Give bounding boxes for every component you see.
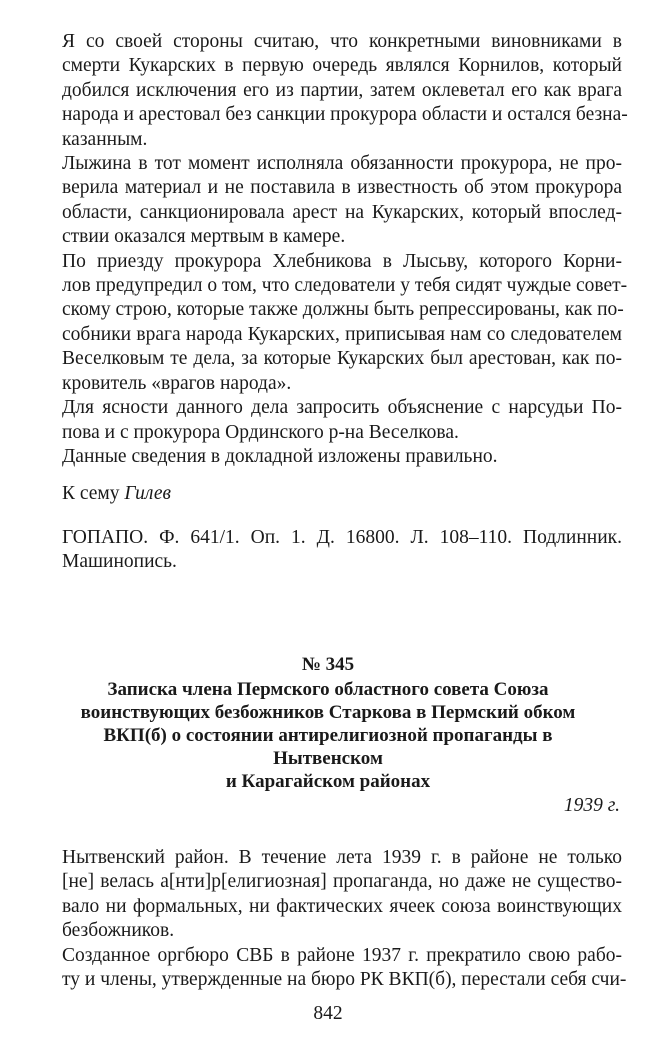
text-line: Нытвенский район. В течение лета 1939 г. в районе не только [62, 847, 622, 868]
text-line: ту и члены, утвержденные на бюро РК ВКП(б), перестали себя счи- [62, 969, 627, 991]
document-title-line: ВКП(б) о состоянии антирелигиозной пропаганды в Нытвенском [103, 725, 553, 769]
document-title-line: Записка члена Пермского областного совета Союза [107, 679, 549, 700]
paragraph [62, 152, 622, 250]
text-line: области, санкционировала арест на Кукарских, который впослед- [62, 201, 622, 223]
paragraph [62, 944, 627, 993]
page-number: 842 [313, 1003, 343, 1024]
paragraph [62, 445, 622, 469]
signature-line [62, 483, 171, 505]
paragraph [62, 846, 622, 944]
archive-reference [62, 526, 622, 575]
text-line: Я со своей стороны считаю, что конкретными виновниками в [62, 31, 622, 52]
text-line: Лыжина в тот момент исполняла обязанности прокурора, не про- [62, 153, 622, 175]
paragraph [62, 30, 628, 152]
paragraph [62, 396, 622, 445]
text-line: народа и арестовал без санкции прокурора области и остался безна- [62, 104, 628, 126]
top-text-block [62, 30, 628, 469]
document-date: 1939 г. [563, 795, 620, 816]
text-line: вало ни формальных, ни фактических ячеек союза воинствующих [62, 895, 622, 917]
text-line: кровитель «врагов народа». [62, 372, 292, 394]
archive-line: ГОПАПО. Ф. 641/1. Оп. 1. Д. 16800. Л. 108–110. Подлинник. [62, 527, 622, 548]
signature-prefix: К сему [62, 483, 120, 504]
archive-line: Машинопись. [62, 551, 177, 573]
text-line: собники врага народа Кукарских, приписывая нам со следователем [62, 323, 622, 345]
signature-name: Гилев [124, 483, 171, 504]
text-line: безбожников. [62, 920, 175, 942]
text-line: По приезду прокурора Хлебникова в Лысьву, которого Корни- [62, 250, 622, 272]
text-line: пова и с прокурора Ординского р-на Веселкова. [62, 421, 459, 443]
text-line: ствии оказался мертвым в камере. [62, 226, 346, 248]
document-number: № 345 [301, 654, 355, 675]
text-line: верила материал и не поставила в известность об этом прокурора [62, 177, 622, 199]
text-line: [не] велась а[нти]р[елигиозная] пропаганда, но даже не существо- [62, 871, 622, 893]
document-title-line: воинствующих безбожников Старкова в Пермский обком [80, 702, 576, 723]
document-title [70, 678, 586, 793]
text-line: Для ясности данного дела запросить объяснение с нарсудьи По- [62, 397, 622, 419]
text-line: Данные сведения в докладной изложены правильно. [62, 445, 498, 467]
text-line: казанным. [62, 128, 148, 150]
text-line: скому строю, которые также должны быть репрессированы, как по- [62, 299, 624, 321]
text-line: Веселковым те дела, за которые Кукарских был арестован, как по- [62, 348, 622, 370]
bottom-text-block [62, 846, 627, 992]
text-line: добился исключения его из партии, затем оклеветал его как врага [62, 79, 622, 101]
text-line: Созданное оргбюро СВБ в районе 1937 г. прекратило свою рабо- [62, 944, 622, 966]
text-line: лов предупредил о том, что следователи у тебя сидят чуждые совет- [62, 275, 628, 297]
paragraph [62, 250, 628, 396]
text-line: смерти Кукарских в первую очередь являлся Корнилов, который [62, 55, 622, 77]
document-title-line: и Карагайском районах [225, 771, 431, 792]
